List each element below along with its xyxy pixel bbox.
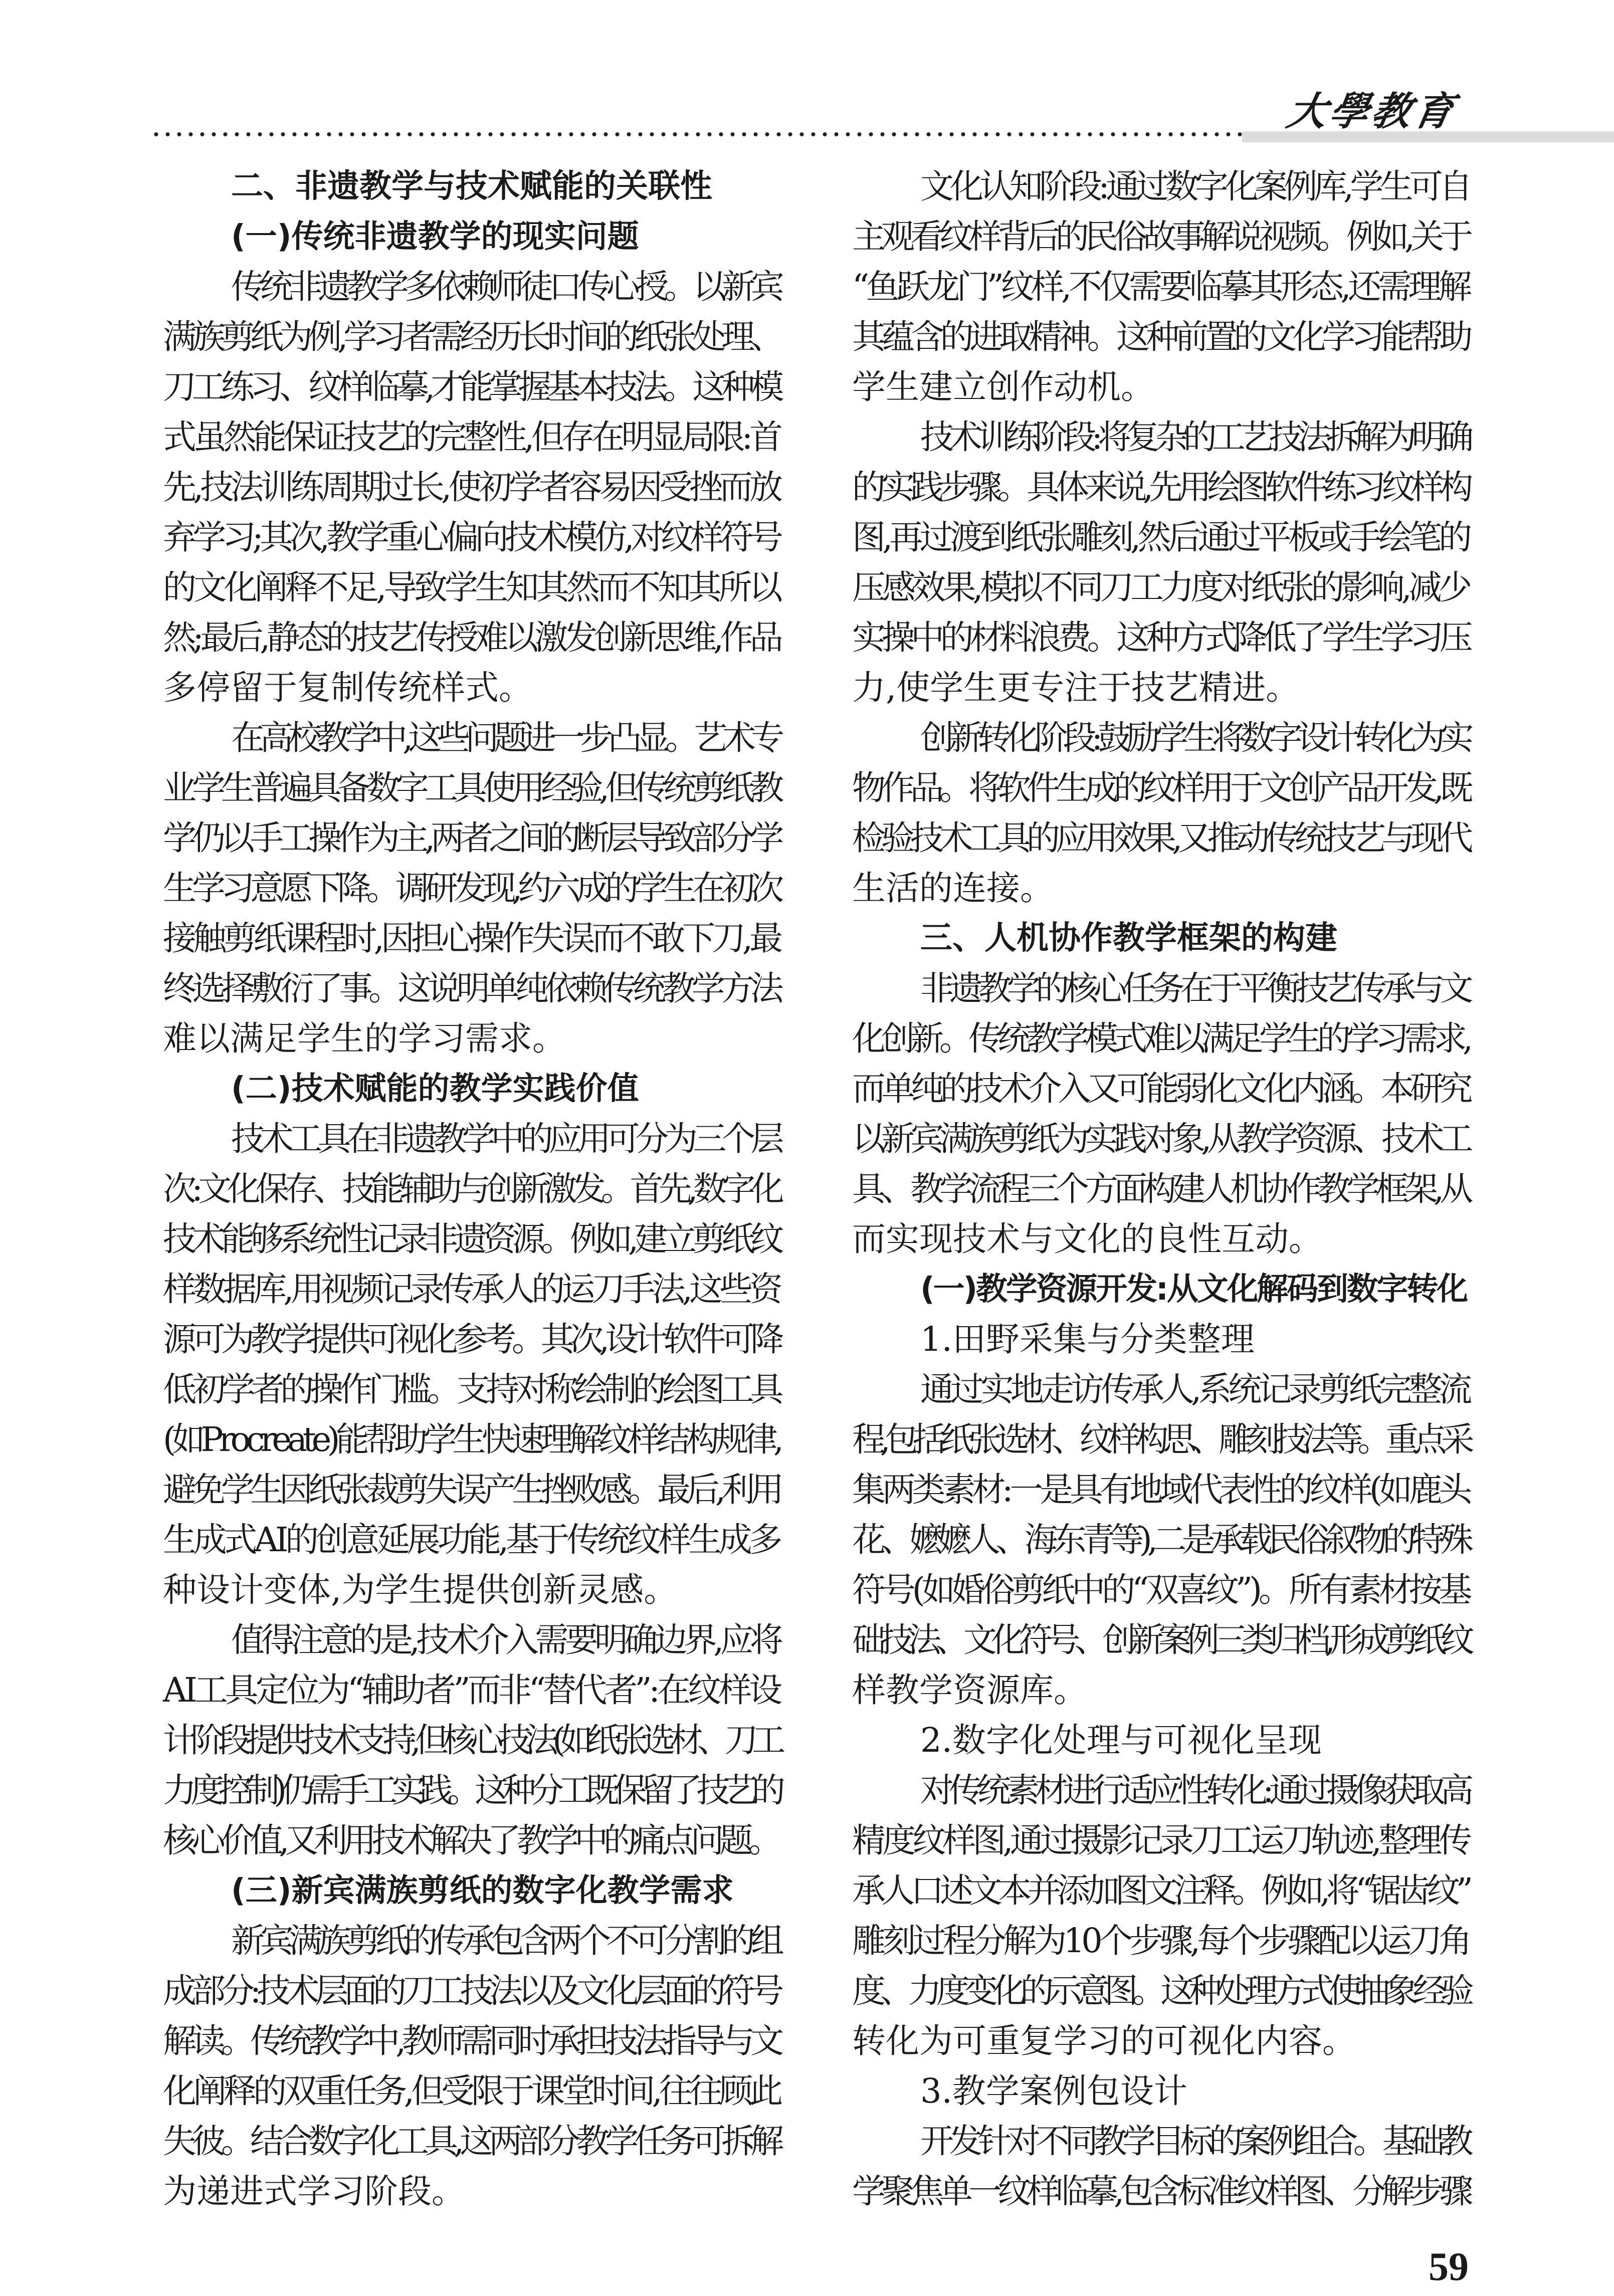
paragraph-line: 种设计变体,为学生提供创新灵感。 (163, 1570, 678, 1609)
paragraph-line: 样教学资源库。 (852, 1671, 1087, 1710)
paragraph-line: 终选择敷衍了事。这说明单纯依赖传统教学方法 (163, 969, 779, 1008)
paragraph-line: 精度纹样图,通过摄影记录刀工运刀轨迹,整理传 (852, 1821, 1469, 1860)
paragraph-line: 弃学习;其次,教学重心偏向技术模仿,对纹样符号 (163, 518, 779, 557)
paragraph-line: 源可为教学提供可视化参考。其次,设计软件可降 (163, 1320, 779, 1359)
paragraph-line: 程,包括纸张选材、纹样构思、雕刻技法等。重点采 (852, 1420, 1469, 1459)
paragraph-line: 化阐释的双重任务,但受限于课堂时间,往往顾此 (163, 2071, 779, 2111)
subsection-heading: (一)教学资源开发:从文化解码到数字转化 (920, 1271, 1467, 1307)
paragraph-line: 创新转化阶段:鼓励学生将数字设计转化为实 (920, 718, 1469, 757)
paragraph-line: 对传统素材进行适应性转化:通过摄像获取高 (920, 1771, 1469, 1810)
paragraph-line: 通过实地走访传承人,系统记录剪纸完整流 (920, 1370, 1469, 1409)
paragraph-line: 样数据库,用视频记录传承人的运刀手法,这些资 (163, 1270, 779, 1309)
subsection-heading: (三)新宾满族剪纸的数字化教学需求 (231, 1872, 734, 1909)
paragraph-line: 符号(如婚俗剪纸中的“双喜纹”)。所有素材按基 (852, 1570, 1469, 1609)
paragraph-line: 新宾满族剪纸的传承包含两个不可分割的组 (231, 1921, 779, 1960)
journal-logo: 大學教育 (1283, 89, 1460, 134)
paragraph-line: 的实践步骤。具体来说,先用绘图软件练习纹样构 (852, 468, 1469, 507)
page-number: 59 (1429, 2245, 1469, 2289)
paragraph-line: 主观看纹样背后的民俗故事解说视频。例如,关于 (852, 217, 1469, 256)
paragraph-line: 生活的连接。 (852, 869, 1054, 908)
paragraph-line: 图,再过渡到纸张雕刻,然后通过平板或手绘笔的 (852, 518, 1469, 557)
subsection-heading: (二)技术赋能的教学实践价值 (231, 1070, 639, 1107)
paragraph-line: 式虽然能保证技艺的完整性,但存在明显局限:首 (163, 418, 779, 457)
paragraph-line: 在高校教学中,这些问题进一步凸显。艺术专 (231, 718, 779, 757)
paragraph-line: 技术训练阶段:将复杂的工艺技法拆解为明确 (920, 418, 1469, 457)
section-heading: 三、人机协作教学框架的构建 (920, 920, 1337, 957)
paragraph-line: 成部分:技术层面的刀工技法以及文化层面的符号 (163, 1971, 779, 2010)
paragraph-line: 而实现技术与文化的良性互动。 (852, 1219, 1322, 1259)
paragraph-line: 生学习意愿下降。调研发现,约六成的学生在初次 (163, 869, 779, 908)
paragraph-line: 生成式AI的创意延展功能,基于传统纹样生成多 (163, 1520, 779, 1559)
paragraph-line: 具、教学流程三个方面构建人机协作教学框架,从 (852, 1169, 1469, 1208)
paragraph-line: 物作品。将软件生成的纹样用于文创产品开发,既 (852, 768, 1469, 807)
paragraph-line: 检验技术工具的应用效果,又推动传统技艺与现代 (852, 818, 1469, 858)
paragraph-line: 为递进式学习阶段。 (163, 2172, 465, 2211)
paragraph-line: 接触剪纸课程时,因担心操作失误而不敢下刀,最 (163, 919, 779, 958)
paragraph-line: 集两类素材:一是具有地域代表性的纹样(如鹿头 (852, 1470, 1469, 1509)
paragraph-line: 避免学生因纸张裁剪失误产生挫败感。最后,利用 (163, 1470, 779, 1509)
paragraph-line: 次:文化保存、技能辅助与创新激发。首先,数字化 (163, 1169, 779, 1208)
paragraph-line: 力度控制)仍需手工实践。这种分工既保留了技艺的 (163, 1771, 779, 1810)
paragraph-line: 先,技法训练周期过长,使初学者容易因受挫而放 (163, 468, 779, 507)
paragraph-line: 学生建立创作动机。 (852, 367, 1154, 406)
paragraph-line: 低初学者的操作门槛。支持对称绘制的绘图工具 (163, 1370, 779, 1409)
paragraph-line: 技术能够系统性记录非遗资源。例如,建立剪纸纹 (163, 1219, 779, 1259)
paragraph-line: 雕刻过程分解为10个步骤,每个步骤配以运刀角 (852, 1921, 1469, 1960)
paragraph-line: 计阶段提供技术支持,但核心技法(如纸张选材、刀工 (163, 1721, 779, 1760)
paragraph-line: 压感效果,模拟不同刀工力度对纸张的影响,减少 (852, 568, 1469, 607)
section-heading: 二、非遗教学与技术赋能的关联性 (231, 168, 712, 205)
paragraph-line: 然;最后,静态的技艺传授难以激发创新思维,作品 (163, 618, 779, 657)
paragraph-line: 满族剪纸为例,学习者需经历长时间的纸张处理、 (163, 317, 779, 356)
subsection-heading: 3.教学案例包设计 (920, 2071, 1187, 2111)
paragraph-line: “鱼跃龙门”纹样,不仅需要临摹其形态,还需理解 (852, 267, 1469, 306)
paragraph-line: 础技法、文化符号、创新案例三类归档,形成剪纸纹 (852, 1620, 1469, 1659)
paragraph-line: 难以满足学生的学习需求。 (163, 1019, 566, 1058)
paragraph-line: 解读。传统教学中,教师需同时承担技法指导与文 (163, 2021, 779, 2060)
left-column (163, 161, 779, 2216)
paragraph-line: 值得注意的是,技术介入需要明确边界,应将 (231, 1620, 779, 1659)
paragraph-line: (如Procreate)能帮助学生快速理解纹样结构规律, (163, 1420, 779, 1459)
subsection-heading: 2.数字化处理与可视化呈现 (920, 1721, 1322, 1760)
paragraph-line: 学聚焦单一纹样临摹,包含标准纹样图、分解步骤 (852, 2172, 1469, 2211)
paragraph-line: AI工具定位为“辅助者”而非“替代者”:在纹样设 (163, 1671, 779, 1710)
paragraph-line: 其蕴含的进取精神。这种前置的文化学习能帮助 (852, 317, 1469, 356)
paragraph-line: 传统非遗教学多依赖师徒口传心授。以新宾 (231, 267, 779, 306)
header-dotted-rule (150, 131, 1243, 137)
paragraph-line: 刀工练习、纹样临摹,才能掌握基本技法。这种模 (163, 367, 779, 406)
paragraph-line: 承人口述文本并添加图文注释。例如,将“锯齿纹” (852, 1871, 1469, 1910)
paragraph-line: 的文化阐释不足,导致学生知其然而不知其所以 (163, 568, 779, 607)
paragraph-line: 而单纯的技术介入又可能弱化文化内涵。本研究 (852, 1069, 1469, 1108)
paragraph-line: 业学生普遍具备数字工具使用经验,但传统剪纸教 (163, 768, 779, 807)
paragraph-line: 化创新。传统教学模式难以满足学生的学习需求, (852, 1019, 1469, 1058)
paragraph-line: 力,使学生更专注于技艺精进。 (852, 668, 1300, 707)
paragraph-line: 以新宾满族剪纸为实践对象,从教学资源、技术工 (852, 1119, 1469, 1158)
right-column (852, 161, 1469, 2216)
paragraph-line: 多停留于复制传统样式。 (163, 668, 532, 707)
paragraph-line: 转化为可重复学习的可视化内容。 (852, 2021, 1356, 2060)
paragraph-line: 技术工具在非遗教学中的应用可分为三个层 (231, 1119, 779, 1158)
subsection-heading: (一)传统非遗教学的现实问题 (231, 218, 639, 255)
paragraph-line: 失彼。结合数字化工具,这两部分教学任务可拆解 (163, 2122, 779, 2161)
paragraph-line: 非遗教学的核心任务在于平衡技艺传承与文 (920, 969, 1469, 1008)
paragraph-line: 实操中的材料浪费。这种方式降低了学生学习压 (852, 618, 1469, 657)
paragraph-line: 文化认知阶段:通过数字化案例库,学生可自 (920, 167, 1469, 206)
paragraph-line: 学仍以手工操作为主,两者之间的断层导致部分学 (163, 818, 779, 858)
subsection-heading: 1.田野采集与分类整理 (920, 1320, 1255, 1359)
paragraph-line: 度、力度变化的示意图。这种处理方式使抽象经验 (852, 1971, 1469, 2010)
paragraph-line: 核心价值,又利用技术解决了教学中的痛点问题。 (163, 1821, 777, 1860)
paragraph-line: 开发针对不同教学目标的案例组合。基础教 (920, 2122, 1469, 2161)
paragraph-line: 花、嬷嬷人、海东青等),二是承载民俗叙物的特殊 (852, 1520, 1469, 1559)
